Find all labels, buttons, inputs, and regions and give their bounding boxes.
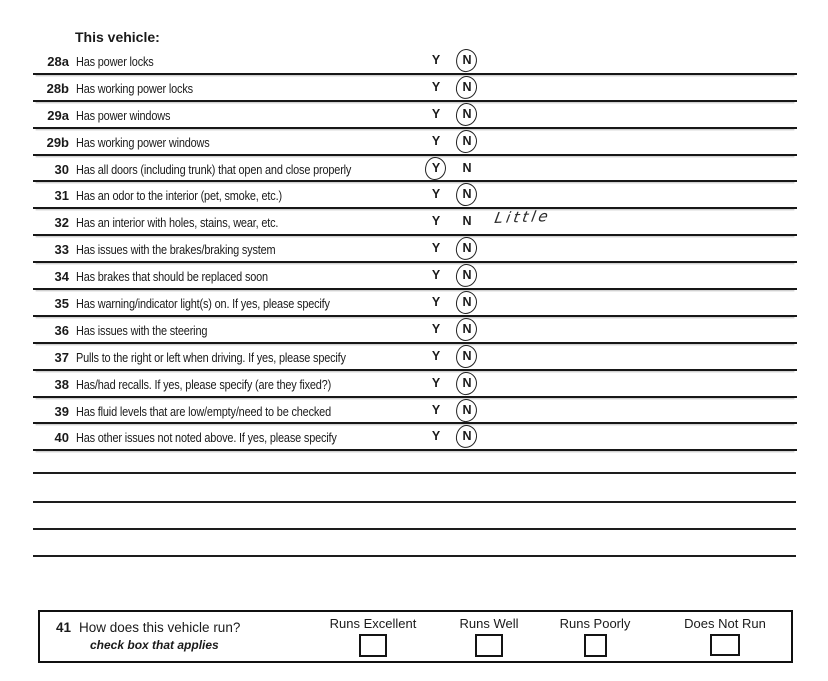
no-option[interactable]: N: [459, 376, 475, 390]
yes-option[interactable]: Y: [431, 53, 441, 67]
row-number: 28a: [47, 54, 69, 69]
yes-option[interactable]: Y: [428, 161, 444, 175]
row-label: Has an odor to the interior (pet, smoke, etc.): [76, 188, 282, 204]
yes-option[interactable]: Y: [431, 375, 441, 390]
checklist-row: [33, 102, 797, 129]
row-label: Has power windows: [76, 107, 171, 123]
checklist-row: [33, 129, 797, 156]
yes-option[interactable]: Y: [431, 348, 441, 363]
section-heading: This vehicle:: [75, 29, 160, 45]
yes-option[interactable]: Y: [431, 133, 441, 148]
question-number: 41: [56, 620, 72, 635]
checklist-row: [33, 48, 797, 75]
row-number: 30: [54, 161, 69, 177]
checklist-row: [33, 156, 797, 183]
row-number: 31: [54, 188, 69, 204]
question-instruction: check box that applies: [90, 638, 219, 652]
yes-option[interactable]: Y: [431, 106, 441, 121]
row-label: Has warning/indicator light(s) on. If yes, please specify: [76, 296, 330, 312]
row-label: Has/had recalls. If yes, please specify (are they fixed?): [76, 376, 332, 392]
row-number: 29a: [47, 107, 69, 123]
run-option-checkbox[interactable]: [584, 634, 607, 657]
no-option[interactable]: N: [459, 80, 475, 94]
row-number: 34: [54, 269, 69, 285]
run-option-label: Does Not Run: [684, 616, 766, 631]
row-number: 33: [54, 242, 69, 258]
row-label: Has working power windows: [76, 134, 210, 150]
row-number: 38: [54, 376, 69, 392]
no-option[interactable]: N: [459, 322, 475, 336]
checklist-row: [33, 398, 797, 425]
writing-line[interactable]: [33, 555, 796, 557]
handwritten-note: Little: [493, 207, 553, 228]
row-number: 39: [54, 403, 69, 419]
no-option[interactable]: N: [459, 107, 475, 121]
run-option-column: [655, 616, 795, 656]
run-option-label: Runs Excellent: [329, 616, 417, 631]
checklist-row: [33, 263, 797, 290]
checklist-row: [33, 209, 797, 236]
yes-option[interactable]: Y: [431, 268, 441, 283]
row-number: 36: [54, 322, 69, 338]
row-number: 35: [54, 296, 69, 312]
yes-option[interactable]: Y: [431, 402, 441, 417]
run-option-label: Runs Poorly: [559, 616, 631, 631]
no-option[interactable]: N: [459, 429, 475, 443]
no-option[interactable]: N: [459, 241, 475, 255]
yes-option[interactable]: Y: [431, 79, 441, 94]
row-number: 28b: [46, 80, 69, 96]
checklist-row: [33, 317, 797, 344]
writing-line[interactable]: [33, 472, 796, 474]
yes-option[interactable]: Y: [431, 295, 441, 310]
run-option-checkbox[interactable]: [359, 634, 387, 657]
checklist-row: [33, 182, 797, 209]
row-label: Has working power locks: [76, 80, 193, 96]
no-option[interactable]: N: [459, 403, 475, 417]
run-option-checkbox[interactable]: [710, 634, 740, 656]
row-label: Has fluid levels that are low/empty/need to be checked: [76, 403, 331, 419]
no-option[interactable]: N: [459, 349, 475, 363]
row-number: 37: [54, 349, 69, 365]
row-label: Has all doors (including trunk) that open and close properly: [76, 161, 352, 177]
row-label: Has issues with the steering: [76, 322, 208, 338]
yes-option[interactable]: Y: [431, 214, 441, 229]
yes-option[interactable]: Y: [431, 187, 441, 202]
checklist-row: [33, 75, 797, 102]
checklist-row: [33, 290, 797, 317]
yes-option[interactable]: Y: [431, 241, 441, 256]
yes-option[interactable]: Y: [431, 429, 441, 444]
no-option[interactable]: N: [459, 134, 475, 148]
row-label: Has brakes that should be replaced soon: [76, 269, 268, 285]
row-number: 40: [54, 430, 69, 446]
run-option-checkbox[interactable]: [475, 634, 503, 657]
run-option-column: [525, 616, 665, 657]
checklist-row: [33, 236, 797, 263]
no-option[interactable]: N: [462, 214, 472, 229]
run-question-box: [38, 610, 793, 663]
row-label: Pulls to the right or left when driving. If yes, please specify: [76, 349, 346, 365]
checklist-row: [33, 344, 797, 371]
no-option[interactable]: N: [459, 187, 475, 201]
row-label: Has an interior with holes, stains, wear, etc.: [76, 215, 279, 231]
run-option-label: Runs Well: [459, 616, 519, 631]
row-label: Has power locks: [76, 54, 154, 69]
writing-line[interactable]: [33, 528, 796, 530]
writing-line[interactable]: [33, 501, 796, 503]
row-number: 32: [54, 215, 69, 231]
no-option[interactable]: N: [459, 268, 475, 282]
no-option[interactable]: N: [459, 295, 475, 309]
checklist-row: [33, 424, 797, 451]
row-label: Has issues with the brakes/braking system: [76, 242, 276, 258]
yes-option[interactable]: Y: [431, 321, 441, 336]
row-label: Has other issues not noted above. If yes, please specify: [76, 430, 337, 446]
row-number: 29b: [46, 134, 69, 150]
checklist: [33, 48, 797, 451]
no-option[interactable]: N: [459, 53, 475, 67]
checklist-row: [33, 371, 797, 398]
no-option[interactable]: N: [462, 160, 472, 175]
question-text: How does this vehicle run?: [79, 620, 241, 635]
